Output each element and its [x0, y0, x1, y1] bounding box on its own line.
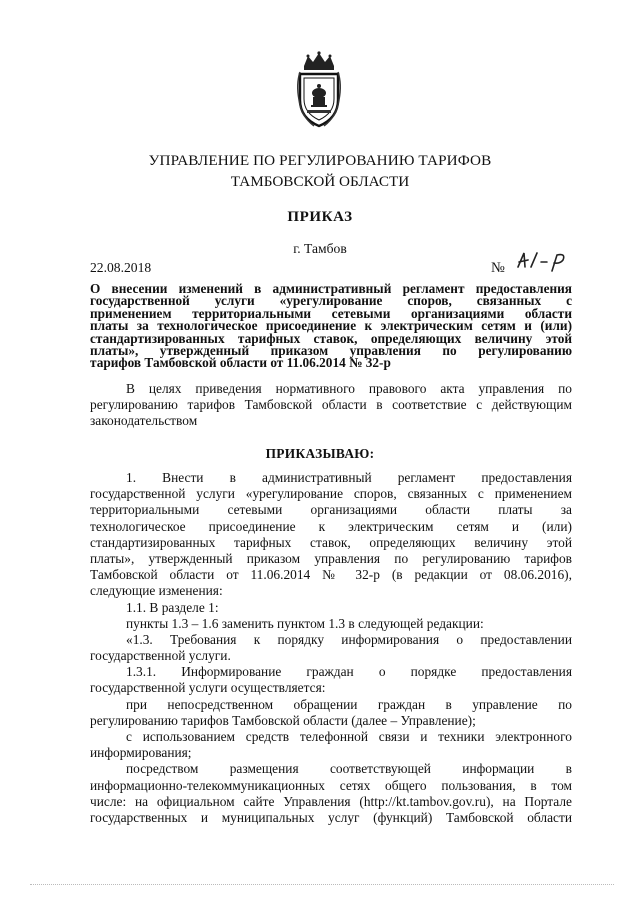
- preamble-paragraph: [90, 381, 572, 430]
- text-line: «1.3. Требования к порядку информирования о предоставлении: [126, 631, 572, 647]
- text-line: числе: на официальном сайте Управления (http://kt.tambov.gov.ru), на Портале: [90, 793, 572, 809]
- text-line: посредством размещения соответствующей информации в: [126, 761, 572, 777]
- text-line: с использованием средств телефонной связи и техники электронного: [126, 729, 572, 744]
- order-body: [90, 470, 572, 826]
- text-line: государственной услуги осуществляется:: [90, 680, 326, 696]
- text-line: пункты 1.3 – 1.6 заменить пунктом 1.3 в следующей редакции:: [126, 615, 484, 631]
- title-line: платы», утвержденный приказом управления по регулированию: [90, 342, 572, 358]
- authority-name-line1: УПРАВЛЕНИЕ ПО РЕГУЛИРОВАНИЮ ТАРИФОВ: [148, 152, 492, 169]
- text-line: государственной услуги «урегулирование споров, связанных с применением: [90, 486, 572, 502]
- text-line: информационно-телекоммуникационных сетях общего пользования, в том: [90, 777, 572, 793]
- city-label: г. Тамбов: [293, 241, 347, 256]
- handwritten-order-number: [510, 247, 572, 273]
- authority-name-line2: ТАМБОВСКОЙ ОБЛАСТИ: [230, 173, 410, 190]
- text-line: законодательством: [90, 413, 198, 429]
- text-line: государственных и муниципальных услуг (функций) Тамбовской области: [90, 809, 572, 825]
- text-line: регулированию тарифов Тамбовской области в соответствие с действующим: [90, 397, 572, 413]
- document-type-heading: ПРИКАЗ: [287, 209, 353, 225]
- title-line: государственной услуги «урегулирование споров, связанных с: [90, 293, 572, 309]
- title-line: О внесении изменений в административный регламент предоставления: [90, 281, 572, 296]
- text-line: 1.1. В разделе 1:: [126, 599, 219, 615]
- order-title: [90, 283, 572, 370]
- text-line: стандартизированных тарифных ставок, определяющих величину этой: [90, 534, 572, 550]
- order-operative-heading: ПРИКАЗЫВАЮ:: [265, 446, 375, 461]
- order-number-label: №: [491, 260, 505, 276]
- text-line: В целях приведения нормативного правового акта управления по: [126, 381, 572, 396]
- coat-of-arms-emblem: [294, 50, 344, 130]
- text-line: Тамбовской области от 11.06.2014 № 32-р (в редакции от 08.06.2016),: [90, 567, 572, 583]
- text-line: следующие изменения:: [90, 583, 223, 599]
- text-line: платы», утвержденный приказом управления по регулированию тарифов: [90, 550, 572, 566]
- title-line: стандартизированных тарифных ставок, определяющих величину этой: [90, 330, 572, 346]
- text-line: технологическое присоединение к электрическим сетям и (или): [90, 518, 572, 534]
- order-date: 22.08.2018: [90, 260, 152, 275]
- scan-bottom-edge: [30, 884, 614, 885]
- text-line: государственной услуги.: [90, 648, 231, 664]
- text-line: регулированию тарифов Тамбовской области (далее – Управление);: [90, 712, 476, 728]
- title-line: платы за технологическое присоединение к электрическим сетям и (или): [90, 318, 572, 334]
- text-line: 1. Внести в административный регламент предоставления: [126, 470, 572, 485]
- text-line: информирования;: [90, 745, 192, 761]
- title-line: тарифов Тамбовской области от 11.06.2014 № 32-р: [90, 355, 391, 371]
- text-line: при непосредственном обращении граждан в управление по: [126, 696, 572, 712]
- text-line: 1.3.1. Информирование граждан о порядке предоставления: [126, 664, 572, 680]
- text-line: территориальными сетевыми организациями области платы за: [90, 502, 572, 518]
- title-line: применением территориальными сетевыми организациями области: [90, 305, 572, 321]
